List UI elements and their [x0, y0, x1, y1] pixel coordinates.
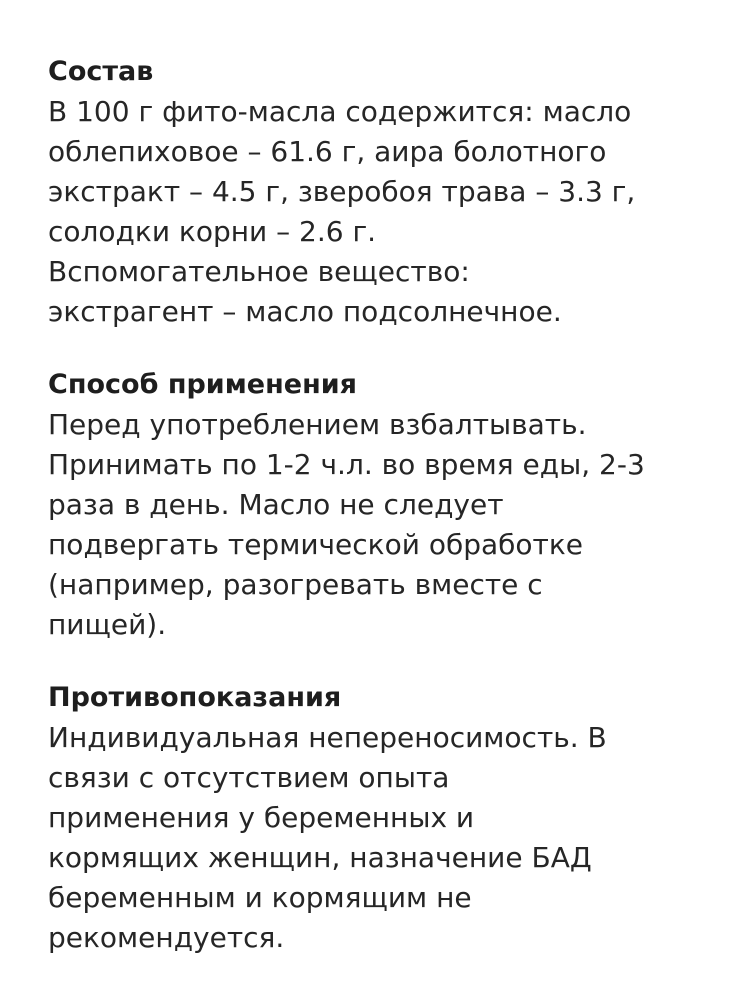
- text-line: раза в день. Масло не следует: [48, 488, 504, 521]
- section-usage: [48, 365, 728, 645]
- section-contraindications: [48, 678, 728, 958]
- section-spacer: [48, 645, 728, 678]
- text-line: беременным и кормящим не: [48, 881, 472, 914]
- text-line: применения у беременных и: [48, 801, 475, 834]
- text-line: экстракт – 4.5 г, зверобоя трава – 3.3 г,: [48, 175, 636, 208]
- text-line: подвергать термической обработке: [48, 528, 583, 561]
- text-line: Вспомогательное вещество:: [48, 255, 470, 288]
- section-title: Состав: [48, 56, 154, 87]
- section-composition: [48, 52, 728, 332]
- text-line: рекомендуется.: [48, 921, 285, 954]
- text-line: связи с отсутствием опыта: [48, 761, 450, 794]
- section-title: Противопоказания: [48, 682, 342, 713]
- section-title: Способ применения: [48, 369, 357, 400]
- text-line: кормящих женщин, назначение БАД: [48, 841, 592, 874]
- section-spacer: [48, 332, 728, 365]
- section-text: [48, 718, 728, 958]
- text-line: экстрагент – масло подсолнечное.: [48, 295, 562, 328]
- document-body: [48, 52, 728, 958]
- text-line: солодки корни – 2.6 г.: [48, 215, 377, 248]
- section-text: [48, 405, 728, 645]
- text-line: (например, разогревать вместе с: [48, 568, 543, 601]
- section-text: [48, 92, 728, 332]
- text-line: облепиховое – 61.6 г, аира болотного: [48, 135, 607, 168]
- text-line: Перед употреблением взбалтывать.: [48, 408, 587, 441]
- text-line: Принимать по 1-2 ч.л. во время еды, 2-3: [48, 448, 645, 481]
- text-line: пищей).: [48, 608, 167, 641]
- text-line: Индивидуальная непереносимость. В: [48, 721, 607, 754]
- text-line: В 100 г фито-масла содержится: масло: [48, 95, 632, 128]
